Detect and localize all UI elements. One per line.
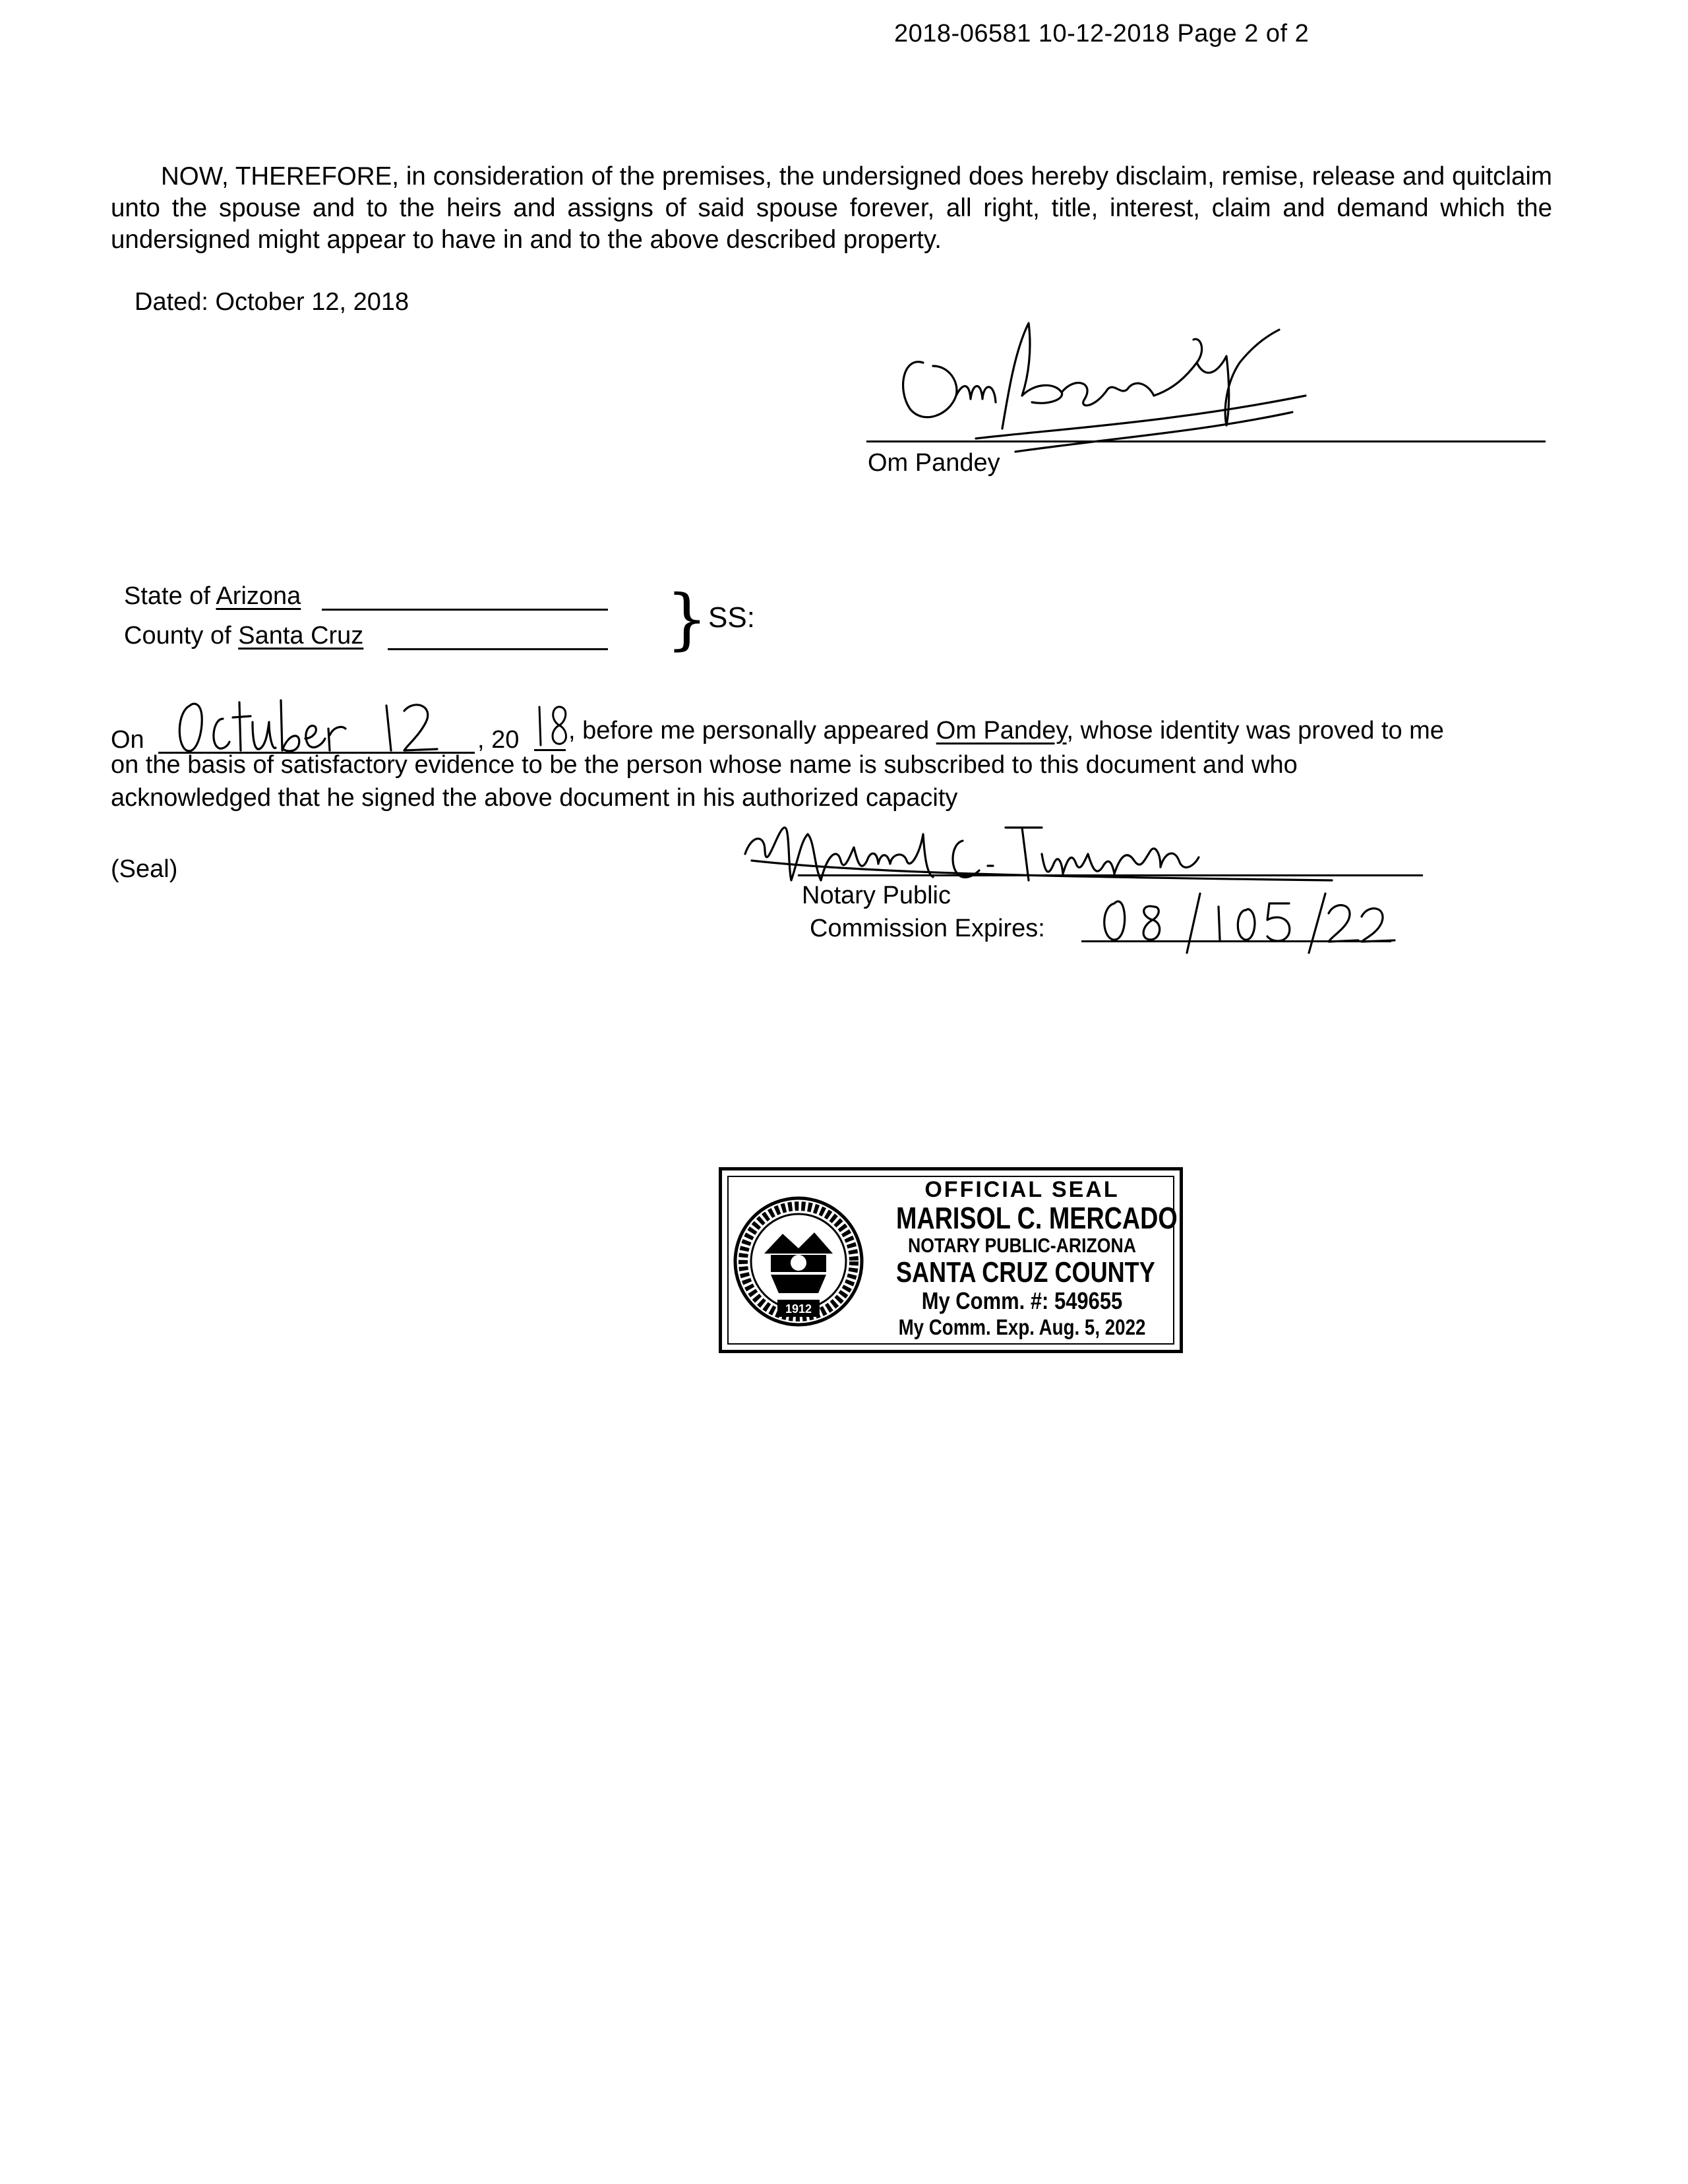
seal-line-notary-public: NOTARY PUBLIC-ARIZONA: [907, 1234, 1137, 1257]
grantor-signature-line: [866, 440, 1546, 442]
grantor-printed-name: Om Pandey: [868, 449, 1000, 477]
state-label: State of: [124, 582, 210, 610]
county-value: Santa Cruz: [238, 622, 364, 650]
recording-header: 2018-06581 10-12-2018 Page 2 of 2: [894, 20, 1310, 47]
commission-label: Commission Expires:: [810, 915, 1045, 942]
ack-handwritten-year: [533, 699, 572, 752]
seal-text-block: [868, 1177, 1176, 1341]
ack-line3: acknowledged that he signed the above document in his authorized capacity: [111, 784, 958, 812]
county-label: County of: [124, 622, 231, 650]
ack-line2: on the basis of satisfactory evidence to be the person whose name is subscribed to this document and who: [111, 751, 1298, 779]
state-value: Arizona: [216, 582, 301, 610]
seal-label: (Seal): [111, 855, 178, 883]
seal-line-name: MARISOL C. MERCADO: [895, 1201, 1178, 1235]
notary-signature-line: [798, 874, 1423, 876]
ack-text-after-name: , whose identity was proved to me: [1066, 717, 1444, 744]
state-line: [124, 580, 301, 612]
county-line-underline: [388, 648, 608, 650]
seal-line-commission-number: My Comm. #: 549655: [921, 1287, 1123, 1314]
county-line: [124, 620, 363, 652]
ack-text-before-name: , before me personally appeared: [568, 717, 936, 744]
notary-title: Notary Public: [802, 882, 951, 909]
ss-label: SS:: [708, 601, 755, 634]
dated-line: Dated: October 12, 2018: [135, 288, 409, 316]
ack-appearer-name: Om Pandey: [936, 717, 1067, 744]
state-line-underline: [322, 609, 608, 611]
ack-handwritten-date: [177, 692, 460, 758]
disclaimer-paragraph: [111, 161, 1552, 256]
great-seal-of-arizona-icon: [731, 1194, 866, 1329]
seal-line-commission-expiry: My Comm. Exp. Aug. 5, 2022: [898, 1315, 1146, 1339]
ack-year-prefix: , 20: [477, 726, 520, 754]
ack-on-label: On: [111, 726, 144, 754]
commission-date-handwritten: [1095, 884, 1398, 956]
official-notary-seal: [719, 1167, 1183, 1353]
seal-line-official: OFFICIAL SEAL: [924, 1177, 1120, 1202]
seal-line-county: SANTA CRUZ COUNTY: [895, 1256, 1155, 1289]
venue-brace: }: [666, 580, 708, 657]
seal-emblem-year: 1912: [785, 1302, 812, 1316]
disclaimer-text: NOW, THEREFORE, in consideration of the premises, the undersigned does hereby disclaim, remise, release and quitclaim unto the spouse and to the heirs and assigns of said spouse forever, all right, title, interest, claim and demand which the undersigned might appear to have in and to the above described property.: [111, 162, 1552, 254]
ack-line1-rest: [568, 715, 1444, 746]
